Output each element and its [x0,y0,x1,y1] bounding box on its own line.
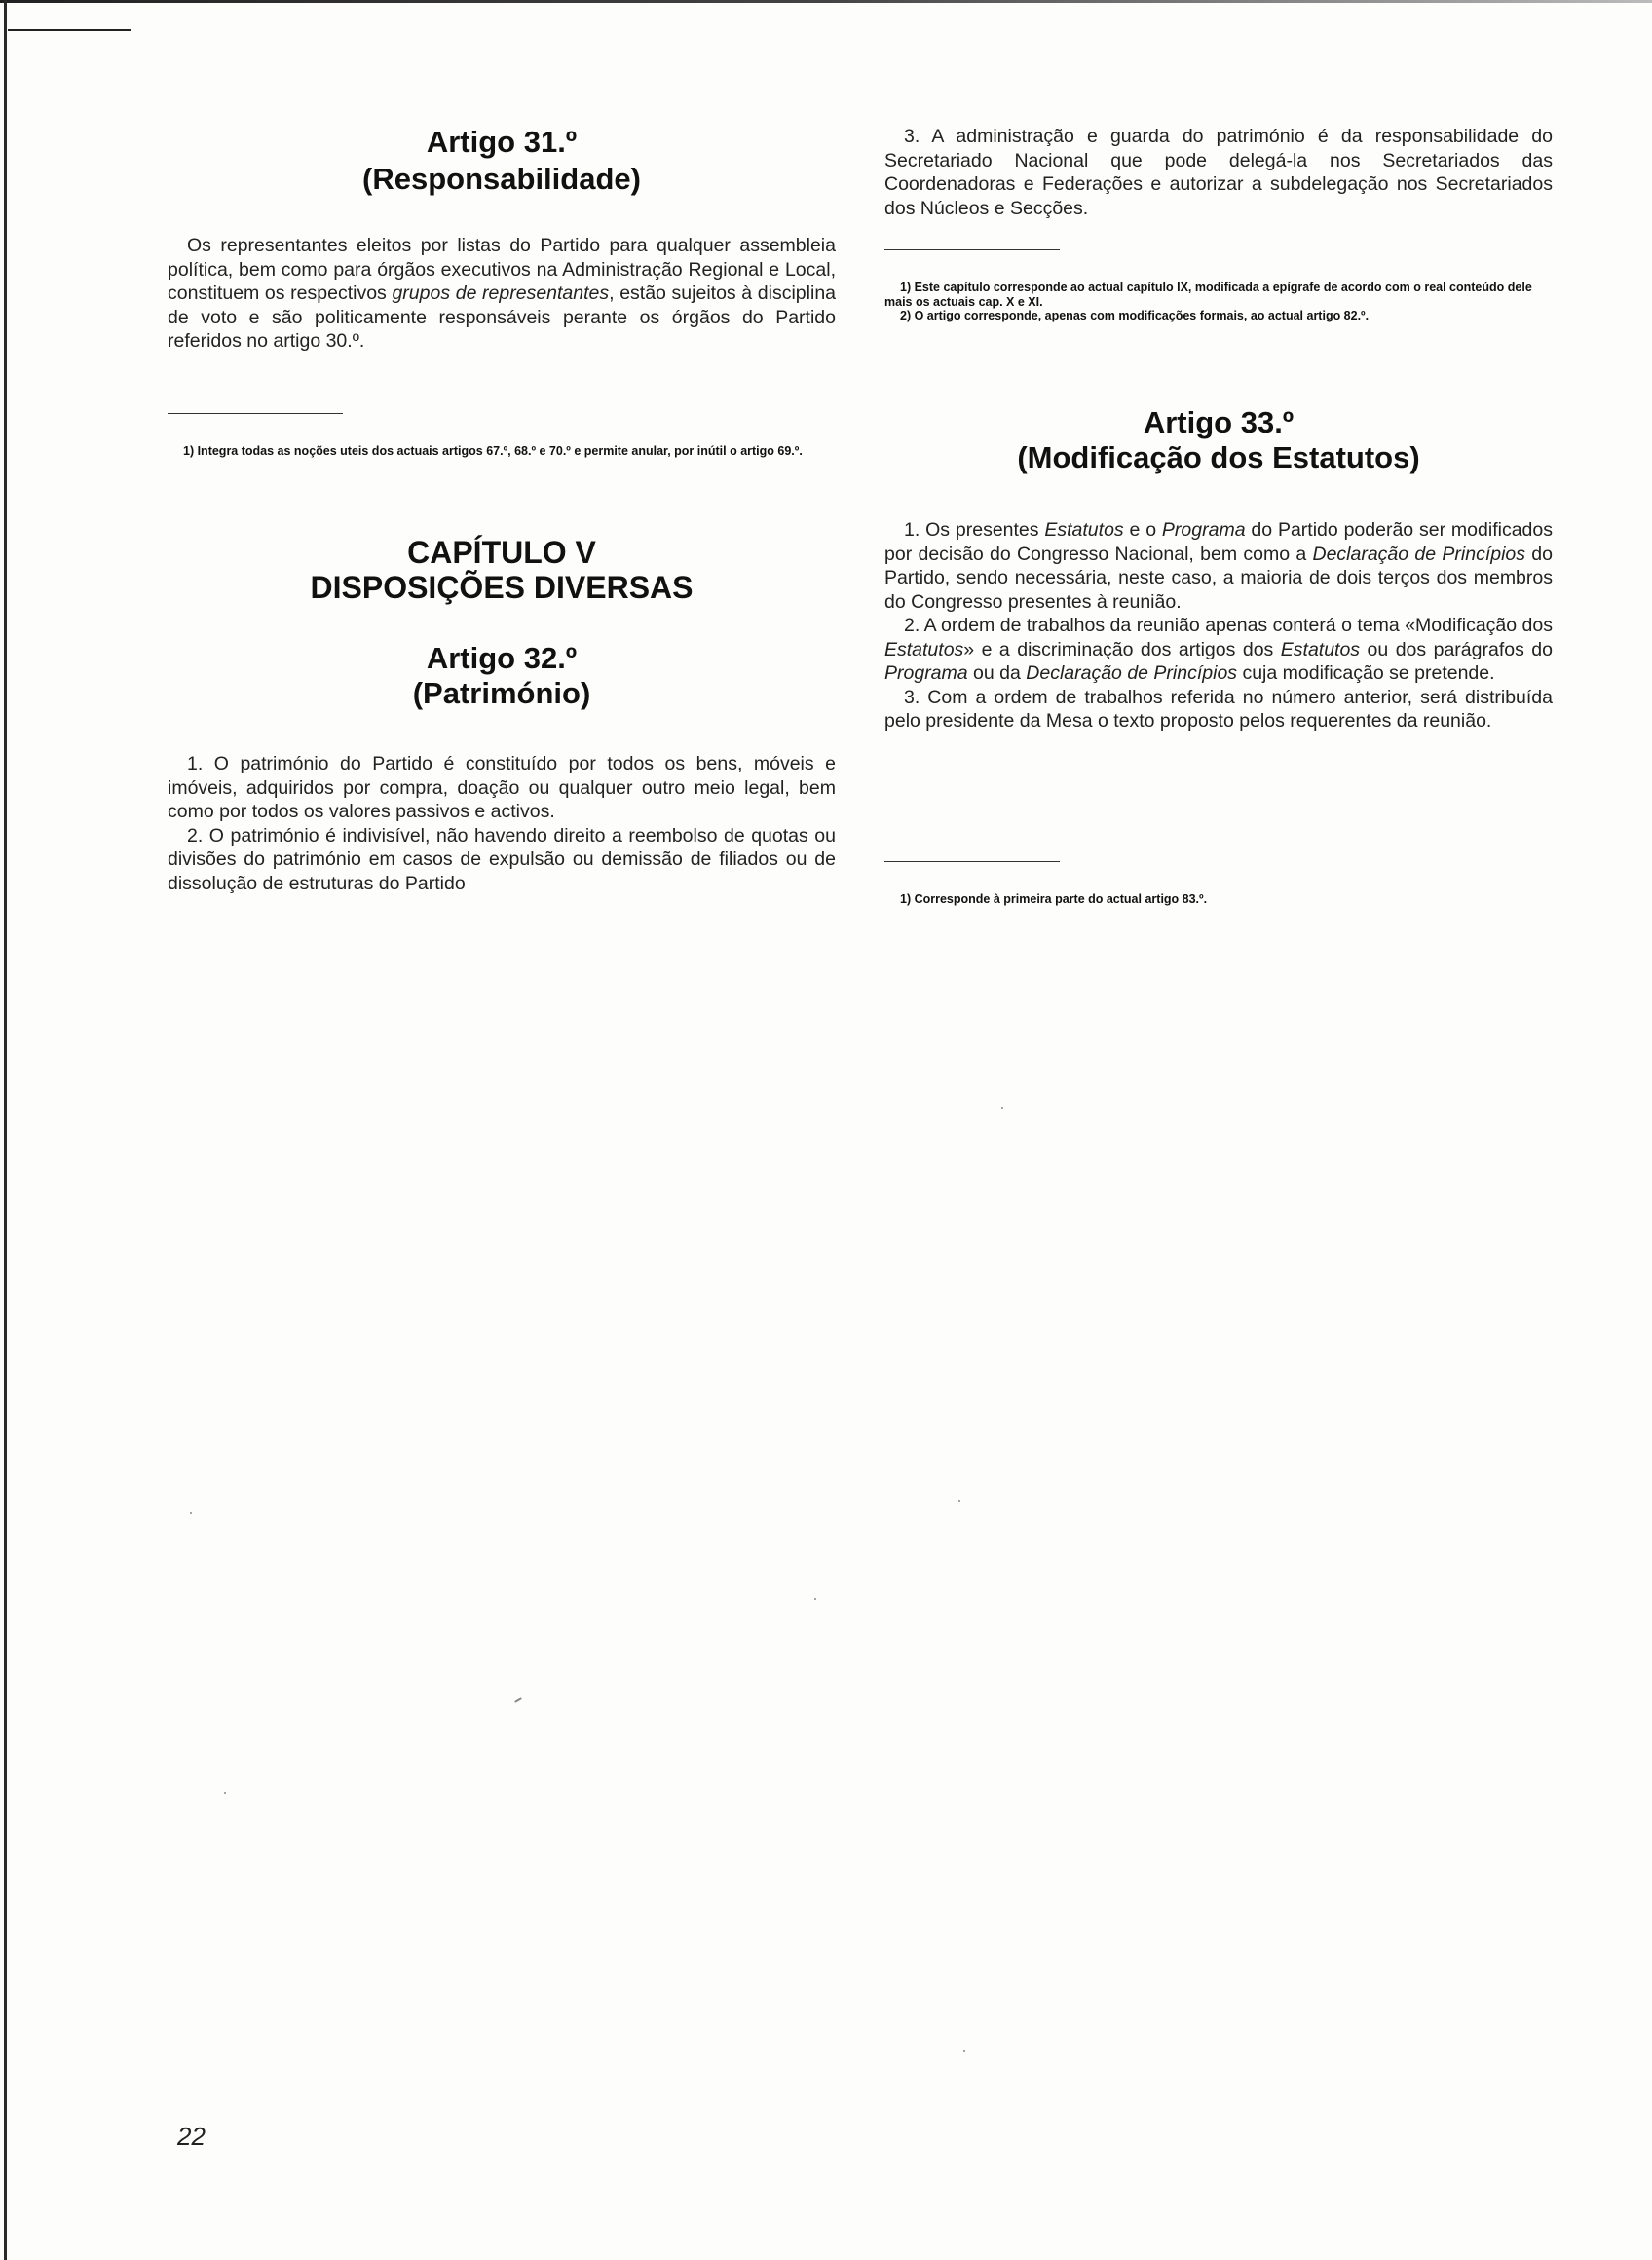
article-33-paragraph-2: 2. A ordem de trabalhos da reunião apenas conterá o tema «Modificação dos Estatutos» e a discriminação dos artigos dos Estatutos ou dos parágrafos do Programa ou da Declaração de Princípios cuja modificação se pretende. [884,615,1553,684]
footnote: 1) Este capítulo corresponde ao actual capítulo IX, modificada a epígrafe de acordo com o real conteúdo dele mais os actuais cap. X e XI. [884,281,1532,309]
scan-speck [190,1512,192,1514]
article-31-body [168,234,836,354]
page-number: 22 [177,2122,206,2151]
corner-rule [8,29,131,31]
chapter-title: CAPÍTULO V [407,535,596,570]
footnote-rule [884,249,1060,250]
chapter-footnotes [884,281,1553,323]
scan-speck [963,2050,965,2052]
article-32-paragraph-1: 1. O património do Partido é constituído por todos os bens, móveis e imóveis, adquiridos por compra, doação ou qualquer outro meio legal, bem como por todos os valores passivos e activos. [168,753,836,822]
footnote: 1) Corresponde à primeira parte do actual artigo 83.º. [900,892,1208,906]
article-33-subtitle: (Modificação dos Estatutos) [1017,440,1420,474]
article-32-title: Artigo 32.º [426,641,578,675]
article-32-paragraph-2: 2. O património é indivisível, não havendo direito a reembolso de quotas ou divisões do património em casos de expulsão ou demissão de filiados ou de dissolução de estruturas do Partido [168,824,836,894]
article-32-subtitle: (Património) [412,676,591,710]
article-33-footnotes [884,892,1553,907]
page-left-edge [4,0,7,2260]
scan-speck [1001,1107,1003,1109]
scan-speck [514,1697,522,1703]
article-33-paragraph-1: 1. Os presentes Estatutos e o Programa do Partido poderão ser modificados por decisão do Congresso Nacional, bem como a Declaração de Princípios do Partido, sendo necessária, neste caso, a maioria de dois terços dos membros do Congresso presentes à reunião. [884,519,1553,613]
article-32-continuation [884,125,1553,220]
article-31-footnotes [168,444,836,459]
footnote: 2) O artigo corresponde, apenas com modificações formais, ao actual artigo 82.º. [900,309,1370,322]
article-31-paragraph: Os representantes eleitos por listas do Partido para qualquer assembleia política, bem como para órgãos executivos na Administração Regional e Local, constituem os respectivos grupos de representantes, estão sujeitos à disciplina de voto e são politicamente responsáveis perante os órgãos do Partido referidos no artigo 30.º. [168,235,837,352]
article-32-body [168,752,836,895]
article-33-paragraph-3: 3. Com a ordem de trabalhos referida no número anterior, será distribuída pelo presidente da Mesa o texto proposto pelos requerentes da reunião. [884,686,1553,732]
scan-speck [814,1598,816,1600]
article-31-title: Artigo 31.º [426,125,578,159]
article-33-title: Artigo 33.º [1143,405,1295,439]
scan-speck [958,1500,960,1502]
page-top-edge [0,0,1652,3]
footnote-rule [168,413,343,414]
footnote: 1) Integra todas as noções uteis dos actuais artigos 67.º, 68.º e 70.º e permite anular, por inútil o artigo 69.º. [183,444,803,458]
chapter-subtitle: DISPOSIÇÕES DIVERSAS [310,570,694,605]
article-31-subtitle: (Responsabilidade) [362,162,641,196]
article-32-paragraph-3: 3. A administração e guarda do património é da responsabilidade do Secretariado Nacional que pode delegá-la nos Secretariados das Coordenadoras e Federações e autorizar a subdelegação nos Secretariados dos Núcleos e Secções. [884,126,1553,219]
article-33-body [884,518,1553,734]
scan-speck [224,1792,226,1794]
footnote-rule [884,861,1060,862]
